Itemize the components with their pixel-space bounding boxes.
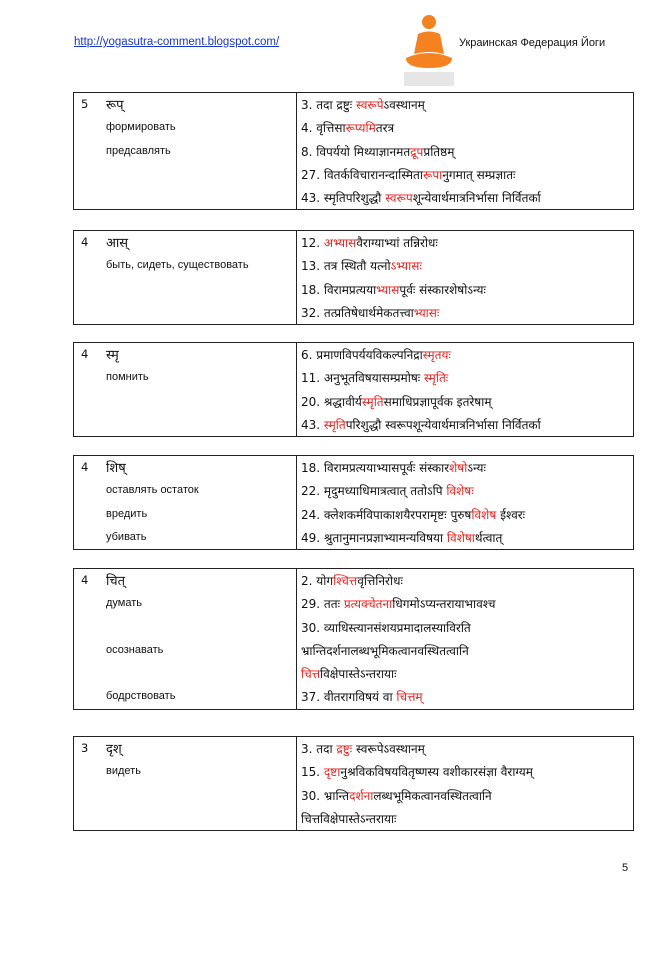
verse-segment: 3. तदा: [301, 742, 337, 756]
entry-count: 3: [81, 741, 89, 755]
verse-segment: 32. तत्प्रतिषेधार्थमेकतत्त्वा: [301, 305, 414, 320]
entry-meaning: помнить: [106, 371, 149, 384]
entry-row: [74, 592, 633, 615]
verse-text: [301, 459, 486, 476]
verse-segment: 18. विरामप्रत्ययाभ्यासपूर्वः संस्कार: [301, 461, 450, 475]
verse-highlight: स्मृतयः: [422, 348, 451, 362]
entry-row: [74, 685, 633, 708]
verse-highlight: द्रूप: [410, 144, 424, 159]
verse-text: [301, 143, 454, 160]
entry-table: [73, 736, 634, 831]
verse-text: [301, 572, 403, 589]
verse-text: [301, 506, 525, 523]
verse-highlight: अभ्यास: [323, 236, 357, 250]
verse-segment: लब्धभूमिकत्वानवस्थितत्वानि: [373, 788, 492, 803]
entry-row: [74, 639, 633, 662]
verse-text: [301, 740, 425, 757]
verse-highlight: द्रष्टुः: [336, 742, 353, 756]
verse-segment: 15.: [301, 765, 324, 780]
verse-text: [301, 642, 469, 659]
entry-root-word: रूप्: [106, 98, 124, 113]
verse-text: [301, 763, 533, 780]
entry-row: [74, 413, 633, 436]
entry-row: [74, 93, 633, 116]
verse-segment: 11. अनुभूतविषयासम्प्रमोषः: [301, 371, 425, 386]
verse-highlight: विशेषा: [446, 530, 475, 545]
entry-meaning: убивать: [106, 530, 147, 543]
verse-highlight: श्चित्त: [333, 574, 358, 588]
verse-segment: 24. क्लेशकर्मविपाकाशयैरपरामृष्टः पुरुष: [301, 507, 472, 522]
entry-row: [74, 737, 633, 760]
entry-table: [73, 568, 634, 710]
verse-segment: नुश्रविकविषयवितृष्णस्य वशीकारसंज्ञा वैराग्यम्: [340, 765, 533, 780]
entry-row: [74, 301, 633, 324]
verse-segment: 4. वृत्तिसा: [301, 121, 346, 136]
entry-row: [74, 526, 633, 549]
verse-segment: ऽन्यः: [467, 461, 486, 475]
entry-table: [73, 230, 634, 325]
verse-text: [301, 166, 515, 183]
entry-meaning: думать: [106, 597, 143, 610]
entry-row: [74, 784, 633, 807]
entry-meaning: вредить: [106, 507, 148, 520]
verse-segment: 2. योग: [301, 574, 334, 588]
verse-segment: 20. श्रद्धावीर्य: [301, 394, 362, 409]
entry-row: [74, 343, 633, 366]
verse-segment: 30. व्याधिस्त्यानसंशयप्रमादालस्याविरति: [301, 620, 471, 635]
entry-table: [73, 92, 634, 210]
entry-count: 5: [81, 97, 89, 111]
entry-count: 4: [81, 460, 89, 474]
entry-row: [74, 569, 633, 592]
verse-segment: 8. विपर्ययो मिथ्याज्ञानमत: [301, 144, 411, 159]
verse-highlight: शेषो: [449, 461, 468, 475]
entry-row: [74, 116, 633, 139]
entry-row: [74, 278, 633, 301]
verse-segment: र्थत्वात्: [474, 530, 503, 545]
verse-highlight: चित्त: [301, 667, 321, 682]
entry-row: [74, 140, 633, 163]
entry-row: [74, 760, 633, 783]
verse-highlight: स्वरूप: [385, 191, 413, 206]
verse-text: [301, 810, 397, 827]
verse-segment: 3. तदा द्रष्टुः: [301, 98, 357, 112]
verse-segment: वैराग्याभ्यां तन्निरोधः: [356, 236, 438, 250]
verse-highlight: ऽभ्यासः: [390, 259, 422, 274]
verse-highlight: चित्तम्: [396, 690, 423, 705]
verse-segment: तरत्र: [375, 121, 395, 136]
verse-text: [301, 665, 397, 682]
entry-count: 4: [81, 347, 89, 361]
entry-meaning: осознавать: [106, 643, 164, 656]
entry-meaning: оставлять остаток: [106, 484, 199, 497]
verse-highlight: स्मृतिः: [424, 371, 449, 386]
verse-segment: प्रतिष्ठम्: [423, 144, 455, 159]
header-link[interactable]: http://yogasutra-comment.blogspot.com/: [74, 36, 280, 48]
entry-row: [74, 616, 633, 639]
page-number: 5: [622, 862, 629, 874]
verse-text: [301, 529, 502, 546]
entry-row: [74, 366, 633, 389]
verse-segment: स्वरूपेऽवस्थानम्: [352, 742, 425, 756]
entry-row: [74, 231, 633, 254]
verse-segment: 22. मृदुमध्याधिमात्रत्वात् ततोऽपि: [301, 484, 447, 499]
verse-segment: ऽवस्थानम्: [383, 98, 425, 112]
verse-segment: 13. तत्र स्थितौ यत्नो: [301, 259, 391, 274]
entry-row: [74, 479, 633, 502]
verse-segment: 37. वीतरागविषयं वा: [301, 690, 397, 705]
header-organization: Украинская Федерация Йоги: [459, 37, 606, 49]
entry-meaning: формировать: [106, 121, 176, 134]
verse-highlight: भ्यासः: [413, 305, 440, 320]
verse-text: [301, 619, 471, 636]
entry-row: [74, 163, 633, 186]
entry-root-word: दृश्: [106, 742, 122, 757]
entry-count: 4: [81, 573, 89, 587]
entry-row: [74, 390, 633, 413]
verse-segment: 49. श्रुतानुमानप्रज्ञाभ्यामन्यविषया: [301, 530, 447, 545]
entry-root-word: स्मृ: [106, 348, 119, 363]
verse-segment: 6. प्रमाणविपर्ययविकल्पनिद्रा: [301, 348, 423, 362]
entry-table: [73, 342, 634, 437]
verse-segment: वृत्तिनिरोधः: [357, 574, 403, 588]
verse-segment: 18. विरामप्रत्यया: [301, 282, 377, 297]
entry-table: [73, 455, 634, 550]
verse-text: [301, 234, 438, 251]
verse-segment: 27. वितर्कविचारानन्दास्मिता: [301, 167, 424, 182]
verse-segment: भ्रान्तिदर्शनालब्धभूमिकत्वानवस्थितत्वानि: [301, 643, 469, 658]
verse-highlight: विशेष: [471, 507, 497, 522]
verse-highlight: दृष्टा: [323, 765, 341, 780]
verse-highlight: स्वरूपे: [356, 98, 384, 112]
verse-text: [301, 393, 492, 410]
verse-segment: धिगमोऽप्यन्तरायाभावश्च: [392, 597, 496, 612]
entry-row: [74, 186, 633, 209]
verse-text: [301, 595, 495, 612]
verse-text: [301, 688, 423, 705]
verse-segment: समाधिप्रज्ञापूर्वक इतरेषाम्: [383, 394, 492, 409]
verse-text: [301, 787, 492, 804]
verse-text: [301, 281, 486, 298]
verse-segment: चित्तविक्षेपास्तेऽन्तरायाः: [301, 811, 397, 826]
verse-segment: परिशुद्धौ स्वरूपशून्येवार्थमात्रनिर्भासा निर्वितर्का: [345, 417, 541, 432]
verse-segment: 43.: [301, 417, 324, 432]
verse-segment: पूर्वः संस्कारशेषोऽन्यः: [399, 282, 486, 297]
verse-segment: 43. स्मृतिपरिशुद्धौ: [301, 191, 386, 206]
entry-meaning: быть, сидеть, существовать: [106, 259, 249, 272]
verse-text: [301, 119, 394, 136]
entry-meaning: предсавлять: [106, 144, 171, 157]
verse-text: [301, 304, 439, 321]
yoga-logo: [404, 14, 454, 86]
verse-segment: शून्येवार्थमात्रनिर्भासा निर्वितर्का: [412, 191, 541, 206]
verse-text: [301, 346, 451, 363]
verse-segment: 12.: [301, 236, 324, 250]
entry-row: [74, 662, 633, 685]
entry-count: 4: [81, 235, 89, 249]
entry-row: [74, 254, 633, 277]
verse-segment: 30. भ्रान्ति: [301, 788, 350, 803]
verse-highlight: रूपा: [423, 167, 443, 182]
verse-text: [301, 189, 541, 206]
verse-highlight: विशेषः: [446, 484, 474, 499]
verse-text: [301, 482, 474, 499]
verse-highlight: दर्शना: [349, 788, 374, 803]
entry-meaning: бодрствовать: [106, 690, 176, 703]
verse-highlight: भ्यास: [376, 282, 400, 297]
verse-highlight: रूप्यमि: [345, 121, 376, 136]
entry-row: [74, 456, 633, 479]
verse-segment: नुगमात् सम्प्रज्ञातः: [442, 167, 516, 182]
entry-root-word: शिष्: [106, 461, 126, 476]
verse-highlight: प्रत्यक्चेतना: [343, 597, 393, 612]
verse-segment: विक्षेपास्तेऽन्तरायाः: [320, 667, 397, 682]
verse-segment: ईश्वरः: [496, 507, 526, 522]
entry-root-word: आस्: [106, 236, 129, 251]
entry-row: [74, 503, 633, 526]
verse-text: [301, 369, 448, 386]
entry-meaning: видеть: [106, 765, 141, 778]
verse-text: [301, 96, 425, 113]
verse-segment: 29. ततः: [301, 597, 344, 612]
verse-highlight: स्मृति: [361, 394, 384, 409]
verse-highlight: स्मृति: [323, 417, 346, 432]
verse-text: [301, 416, 541, 433]
entry-root-word: चित्: [106, 574, 126, 589]
verse-text: [301, 257, 422, 274]
entry-row: [74, 807, 633, 830]
